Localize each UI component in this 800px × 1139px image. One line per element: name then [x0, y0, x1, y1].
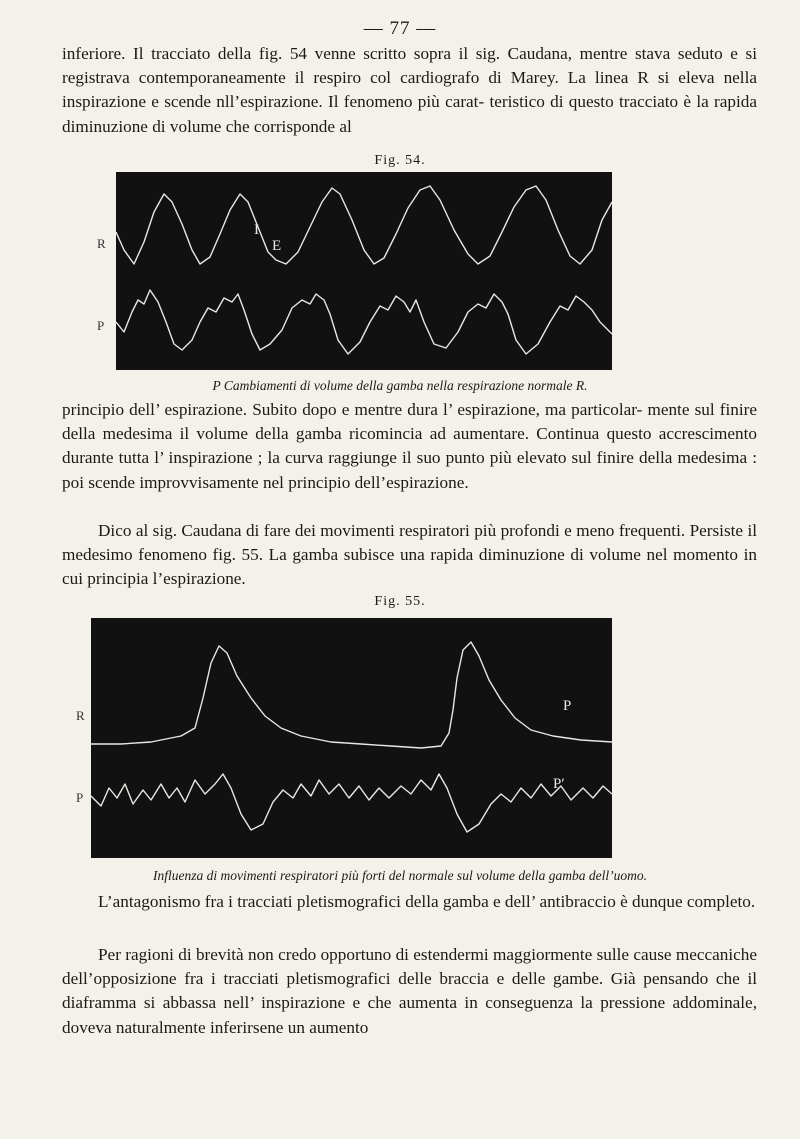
fig54-trace-p	[116, 290, 612, 354]
paragraph-1: inferiore. Il tracciato della fig. 54 venne scritto sopra il sig. Caudana, mentre stava seduto e si registrava contemporaneamente il respiro col cardiografo di Marey. La linea R si eleva nella inspirazione e scende nll’espirazione. Il fenomeno più carat- teristico di questo tracciato è la rapida diminuzione di volume che corrisponde al	[62, 44, 757, 136]
fig55-marker-p-prime: P′	[553, 776, 565, 792]
fig54-marker-i: I	[254, 222, 259, 238]
fig54-side-p: P	[97, 318, 105, 333]
fig55-trace-r	[91, 642, 612, 748]
fig54-tracing	[116, 172, 612, 370]
fig55-caption: Influenza di movimenti respiratori più forti del normale sul volume della gamba dell’uomo.	[152, 868, 648, 883]
paragraph-2: principio dell’ espirazione. Subito dopo e mentre dura l’ espirazione, ma particolar- mente sul finire della medesima il volume della gamba ricomincia ad aumentare. Continua questo accrescimento durante tutta l’ inspirazione ; la curva raggiunge il suo punto più elevato sul finire della medesima : poi scende improvvisamente nel principio dell’espirazione.	[62, 400, 757, 492]
fig55-svg	[91, 618, 612, 858]
fig54-caption: P Cambiamenti di volume della gamba nella respirazione normale R.	[212, 378, 588, 393]
paragraph-5: Per ragioni di brevità non credo opportuno di estendermi maggiormente sulle cause meccaniche dell’opposizione fra i tracciati pletismografici delle braccia e delle gambe. Già pensando che il diaframma si abbassa nell’ inspirazione e che aumenta in conseguenza la pressione addominale, doveva naturalmente inferirsene un aumento	[62, 945, 757, 1037]
fig55-side-p: P	[76, 790, 84, 805]
fig54-side-r: R	[97, 236, 106, 251]
fig55-tracing	[91, 618, 612, 858]
paragraph-3: Dico al sig. Caudana di fare dei movimenti respiratori più profondi e meno frequenti. Persiste il medesimo fenomeno fig. 55. La gamba subisce una rapida diminuzione di volume nel momento in cui principia l’espirazione.	[62, 521, 757, 589]
fig55-marker-p: P	[563, 698, 572, 714]
fig55-label: Fig. 55.	[374, 594, 426, 609]
paragraph-4: L’antagonismo fra i tracciati pletismografici della gamba e dell’ antibraccio è dunque completo.	[98, 892, 756, 911]
fig54-label: Fig. 54.	[374, 153, 426, 168]
fig54-trace-r	[116, 186, 612, 264]
fig54-marker-e: E	[272, 238, 282, 254]
fig55-side-r: R	[76, 708, 85, 723]
fig54-svg	[116, 172, 612, 370]
fig55-trace-p	[91, 774, 612, 832]
page-number: — 77 —	[363, 18, 437, 39]
